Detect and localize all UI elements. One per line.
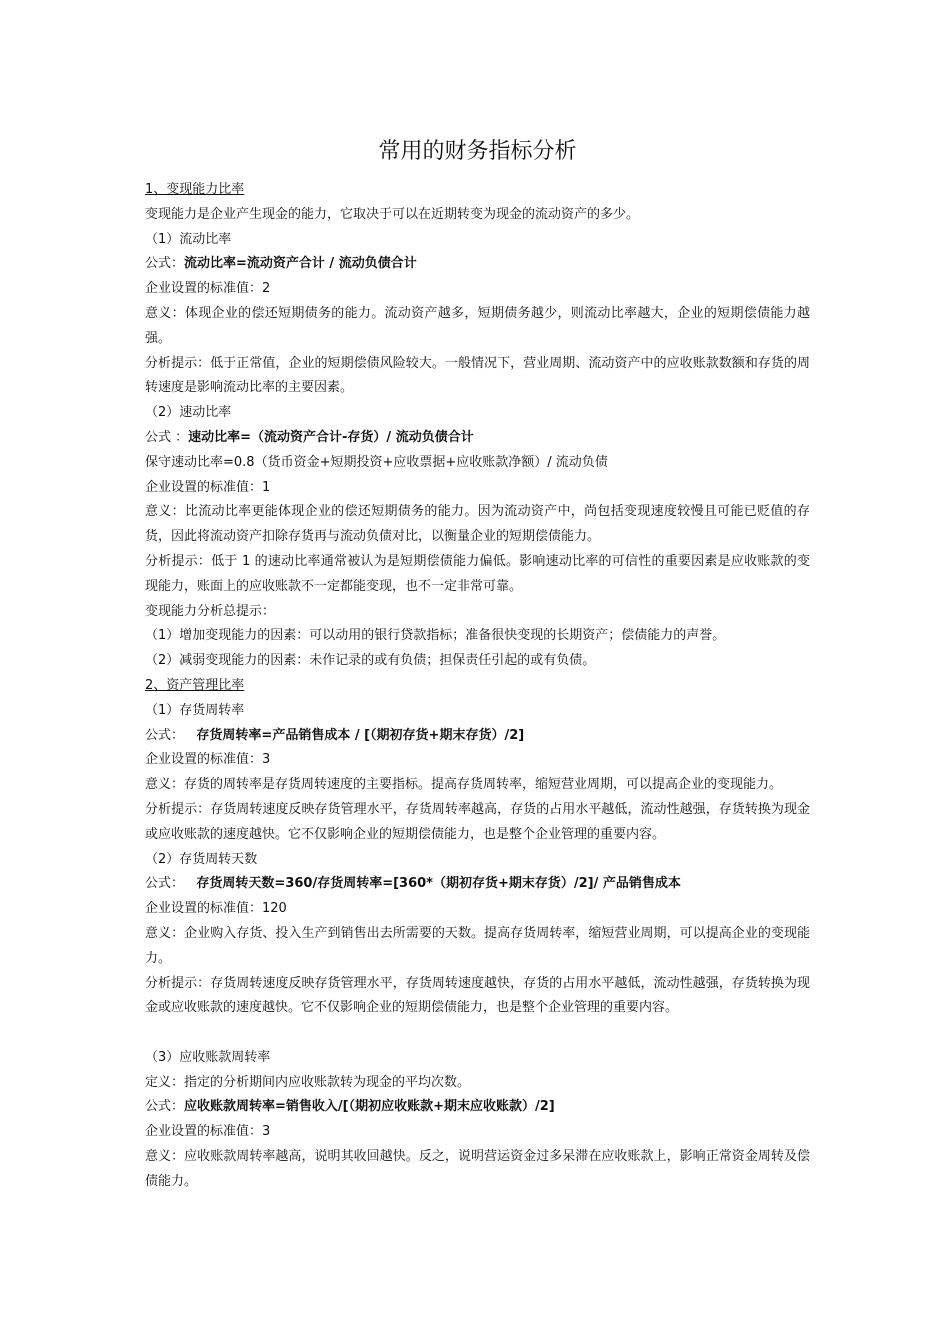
subsection-heading-current-ratio: （1）流动比率 (145, 231, 232, 247)
conservative-quick-ratio: 保守速动比率=0.8（货币资金+短期投资+应收票据+应收账款净额）/ 流动负债 (145, 454, 608, 470)
subsection-heading-inventory-days: （2）存货周转天数 (145, 851, 258, 867)
standard-value: 企业设置的标准值：3 (145, 752, 271, 768)
formula-inventory-days (145, 872, 810, 897)
summary-heading: 变现能力分析总提示： (145, 603, 276, 619)
subsection-heading-inventory-turnover: （1）存货周转率 (145, 702, 245, 718)
definition-text: 定义：指定的分析期间内应收账款转为现金的平均次数。 (145, 1074, 471, 1090)
section-intro: 变现能力是企业产生现金的能力，它取决于可以在近期转变为现金的流动资产的多少。 (145, 206, 640, 222)
page-title: 常用的财务指标分析 (378, 139, 577, 164)
formula-quick-ratio (145, 426, 810, 451)
formula-text: 存货周转天数=360/存货周转率=[360*（期初存货+期末存货）/2]/ 产品销售成本 (196, 876, 681, 892)
analysis-text: 分析提示：低于 1 的速动比率通常被认为是短期偿债能力偏低。影响速动比率的可信性的重要因素是应收账款的变现能力，账面上的应收账款不一定都能变现，也不一定非常可靠。 (145, 553, 810, 594)
formula-label: 公式： (145, 727, 185, 743)
analysis-text: 分析提示：低于正常值，企业的短期偿债风险较大。一般情况下，营业周期、流动资产中的应收账款数额和存货的周转速度是影响流动比率的主要因素。 (145, 355, 810, 396)
standard-value: 企业设置的标准值：3 (145, 1124, 271, 1140)
analysis-text: 分析提示：存货周转速度反映存货管理水平，存货周转速度越快，存货的占用水平越低，流动性越强，存货转换为现金或应收账款的速度越快。它不仅影响企业的短期偿债能力，也是整个企业管理的重要内容。 (145, 975, 810, 1016)
standard-value: 企业设置的标准值：1 (145, 479, 271, 495)
meaning-text: 意义：体现企业的偿还短期债务的能力。流动资产越多，短期债务越少，则流动比率越大，企业的短期偿债能力越强。 (145, 305, 810, 346)
analysis-text: 分析提示：存货周转速度反映存货管理水平，存货周转率越高，存货的占用水平越低，流动性越强，存货转换为现金或应收账款的速度越快。它不仅影响企业的短期偿债能力，也是整个企业管理的重要内容。 (145, 801, 810, 842)
formula-text: 存货周转率=产品销售成本 / [（期初存货+期末存货）/2] (196, 727, 525, 743)
subsection-heading-receivable-turnover: （3）应收账款周转率 (145, 1049, 271, 1065)
document-page (145, 130, 810, 1195)
formula-label: 公式： (145, 256, 185, 272)
formula-current-ratio (145, 252, 810, 277)
meaning-text: 意义：应收账款周转率越高，说明其收回越快。反之，说明营运资金过多呆滞在应收账款上，影响正常资金周转及偿债能力。 (145, 1149, 810, 1189)
formula-label: 公式： (145, 876, 185, 892)
summary-decrease: （2）减弱变现能力的因素：未作记录的或有负债；担保责任引起的或有负债。 (145, 653, 596, 669)
subsection-heading-quick-ratio: （2）速动比率 (145, 405, 232, 421)
section-heading-liquidity: 1、变现能力比率 (145, 182, 245, 197)
blank-line (145, 1021, 810, 1046)
meaning-text: 意义：企业购入存货、投入生产到销售出去所需要的天数。提高存货周转率，缩短营业周期，可以提高企业的变现能力。 (145, 925, 810, 966)
formula-receivable-turnover (145, 1095, 810, 1120)
section-heading-asset-management: 2、资产管理比率 (145, 677, 245, 693)
standard-value: 企业设置的标准值：2 (145, 281, 271, 297)
meaning-text: 意义：存货的周转率是存货周转速度的主要指标。提高存货周转率，缩短营业周期，可以提高企业的变现能力。 (145, 777, 783, 793)
formula-text: 应收账款周转率=销售收入/[（期初应收账款+期末应收账款）/2] (184, 1099, 555, 1115)
formula-label: 公式 ： (145, 429, 189, 445)
formula-text: 速动比率=（流动资产合计-存货）/ 流动负债合计 (188, 429, 474, 445)
formula-inventory-turnover (145, 724, 810, 749)
meaning-text: 意义：比流动比率更能体现企业的偿还短期债务的能力。因为流动资产中，尚包括变现速度较慢且可能已贬值的存货，因此将流动资产扣除存货再与流动负债对比，以衡量企业的短期偿债能力。 (145, 504, 810, 545)
formula-text: 流动比率=流动资产合计 / 流动负债合计 (184, 256, 417, 272)
formula-label: 公式： (145, 1099, 185, 1115)
standard-value: 企业设置的标准值：120 (145, 901, 287, 917)
summary-increase: （1）增加变现能力的因素：可以动用的银行贷款指标；准备很快变现的长期资产；偿债能力的声誉。 (145, 628, 726, 644)
